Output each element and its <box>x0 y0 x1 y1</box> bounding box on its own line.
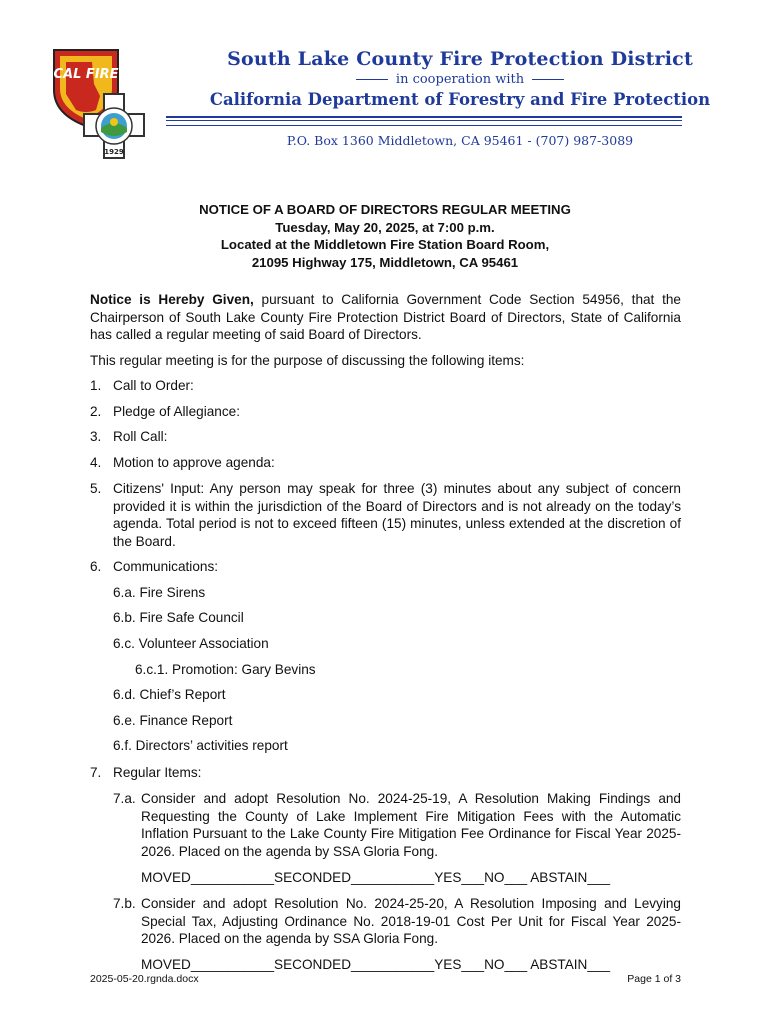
sub-item-6d: 6.d. Chief’s Report <box>113 687 226 702</box>
item-number: 7.b. <box>113 896 136 911</box>
header-rule <box>166 116 682 126</box>
sub-item-6a: 6.a. Fire Sirens <box>113 585 206 600</box>
vote-line-7b: MOVED___________SECONDED___________YES___NO___ ABSTAIN___ <box>141 957 611 972</box>
item-number: 4. <box>90 455 102 470</box>
notice-address: 21095 Highway 175, Middletown, CA 95461 <box>251 254 519 270</box>
district-title: South Lake County Fire Protection District <box>227 48 693 70</box>
item-number: 6. <box>90 559 102 574</box>
footer-filename: 2025-05-20.rgnda.docx <box>90 973 199 985</box>
regular-item-7a <box>113 790 681 862</box>
regular-item-7b <box>113 895 681 949</box>
item-text: Pledge of Allegiance: <box>113 404 240 419</box>
item-text: Roll Call: <box>113 429 168 444</box>
item-number: 5. <box>90 481 102 496</box>
cooperation-line <box>160 72 760 87</box>
item-text: Consider and adopt Resolution No. 2024-25-20, A Resolution Imposing and Levying Special Tax, Adjusting Ordinance No. 2018-19-01 Cost Per Unit for Fiscal Year 2025-2026. Placed on the agenda by SSA Gloria Fong. <box>141 896 681 946</box>
notice-lead: Notice is Hereby Given, <box>90 292 254 307</box>
footer-page-number: Page 1 of 3 <box>627 973 681 985</box>
purpose-line: This regular meeting is for the purpose of discussing the following items: <box>90 353 525 368</box>
agenda-item-5 <box>90 480 681 552</box>
right-dash <box>532 79 564 80</box>
meeting-notice-heading <box>90 201 680 271</box>
notice-text: pursuant to California Government Code Section 54956, that the Chairperson of South Lake County Fire Protection District Board of Directors, State of California has called a regular meeting of said Board of Directors. <box>90 292 681 342</box>
sub-item-6b: 6.b. Fire Safe Council <box>113 610 244 625</box>
left-dash <box>356 79 388 80</box>
item-number: 7. <box>90 765 102 780</box>
item-number: 7.a. <box>113 791 136 806</box>
notice-paragraph <box>90 291 681 344</box>
item-text: Motion to approve agenda: <box>113 455 275 470</box>
notice-location: Located at the Middletown Fire Station Board Room, <box>220 237 550 252</box>
item-text: Regular Items: <box>113 765 202 780</box>
sub-item-6c: 6.c. Volunteer Association <box>113 636 269 651</box>
item-number: 3. <box>90 429 102 444</box>
item-text: Call to Order: <box>113 378 194 393</box>
item-text: Consider and adopt Resolution No. 2024-25-19, A Resolution Making Findings and Requesting the County of Lake Implement Fire Mitigation Fees with the Automatic Inflation Pursuant to the Lake County Fire Mitigation Fee Ordinance for Fiscal Year 2025-2026. Placed on the agenda by SSA Gloria Fong. <box>141 791 681 859</box>
department-title: California Department of Forestry and Fire Protection <box>209 90 711 109</box>
district-seal-logo <box>78 92 150 164</box>
notice-date: Tuesday, May 20, 2025, at 7:00 p.m. <box>275 219 495 235</box>
sub-item-6e: 6.e. Finance Report <box>113 713 233 728</box>
notice-title: NOTICE OF A BOARD OF DIRECTORS REGULAR MEETING <box>199 202 571 217</box>
district-seal-year: 1929 <box>104 148 124 156</box>
item-number: 2. <box>90 404 102 419</box>
district-address: P.O. Box 1360 Middletown, CA 95461 - (707) 987-3089 <box>286 133 634 148</box>
vote-line-7a: MOVED___________SECONDED___________YES___NO___ ABSTAIN___ <box>141 870 611 885</box>
item-text: Citizens' Input: Any person may speak for three (3) minutes about any subject of concern provided it is within the jurisdiction of the Board of Directors and is not already on the today’s agenda. Total period is not to exceed fifteen (15) minutes, unless extended at the discretion of the Board. <box>113 481 681 549</box>
cooperation-text: in cooperation with <box>395 72 525 87</box>
sub-item-6f: 6.f. Directors’ activities report <box>113 738 288 753</box>
cal-fire-logo-text: CAL FIRE <box>53 67 119 82</box>
item-text: Communications: <box>113 559 219 574</box>
sub-item-6c1: 6.c.1. Promotion: Gary Bevins <box>135 662 316 677</box>
item-number: 1. <box>90 378 102 393</box>
